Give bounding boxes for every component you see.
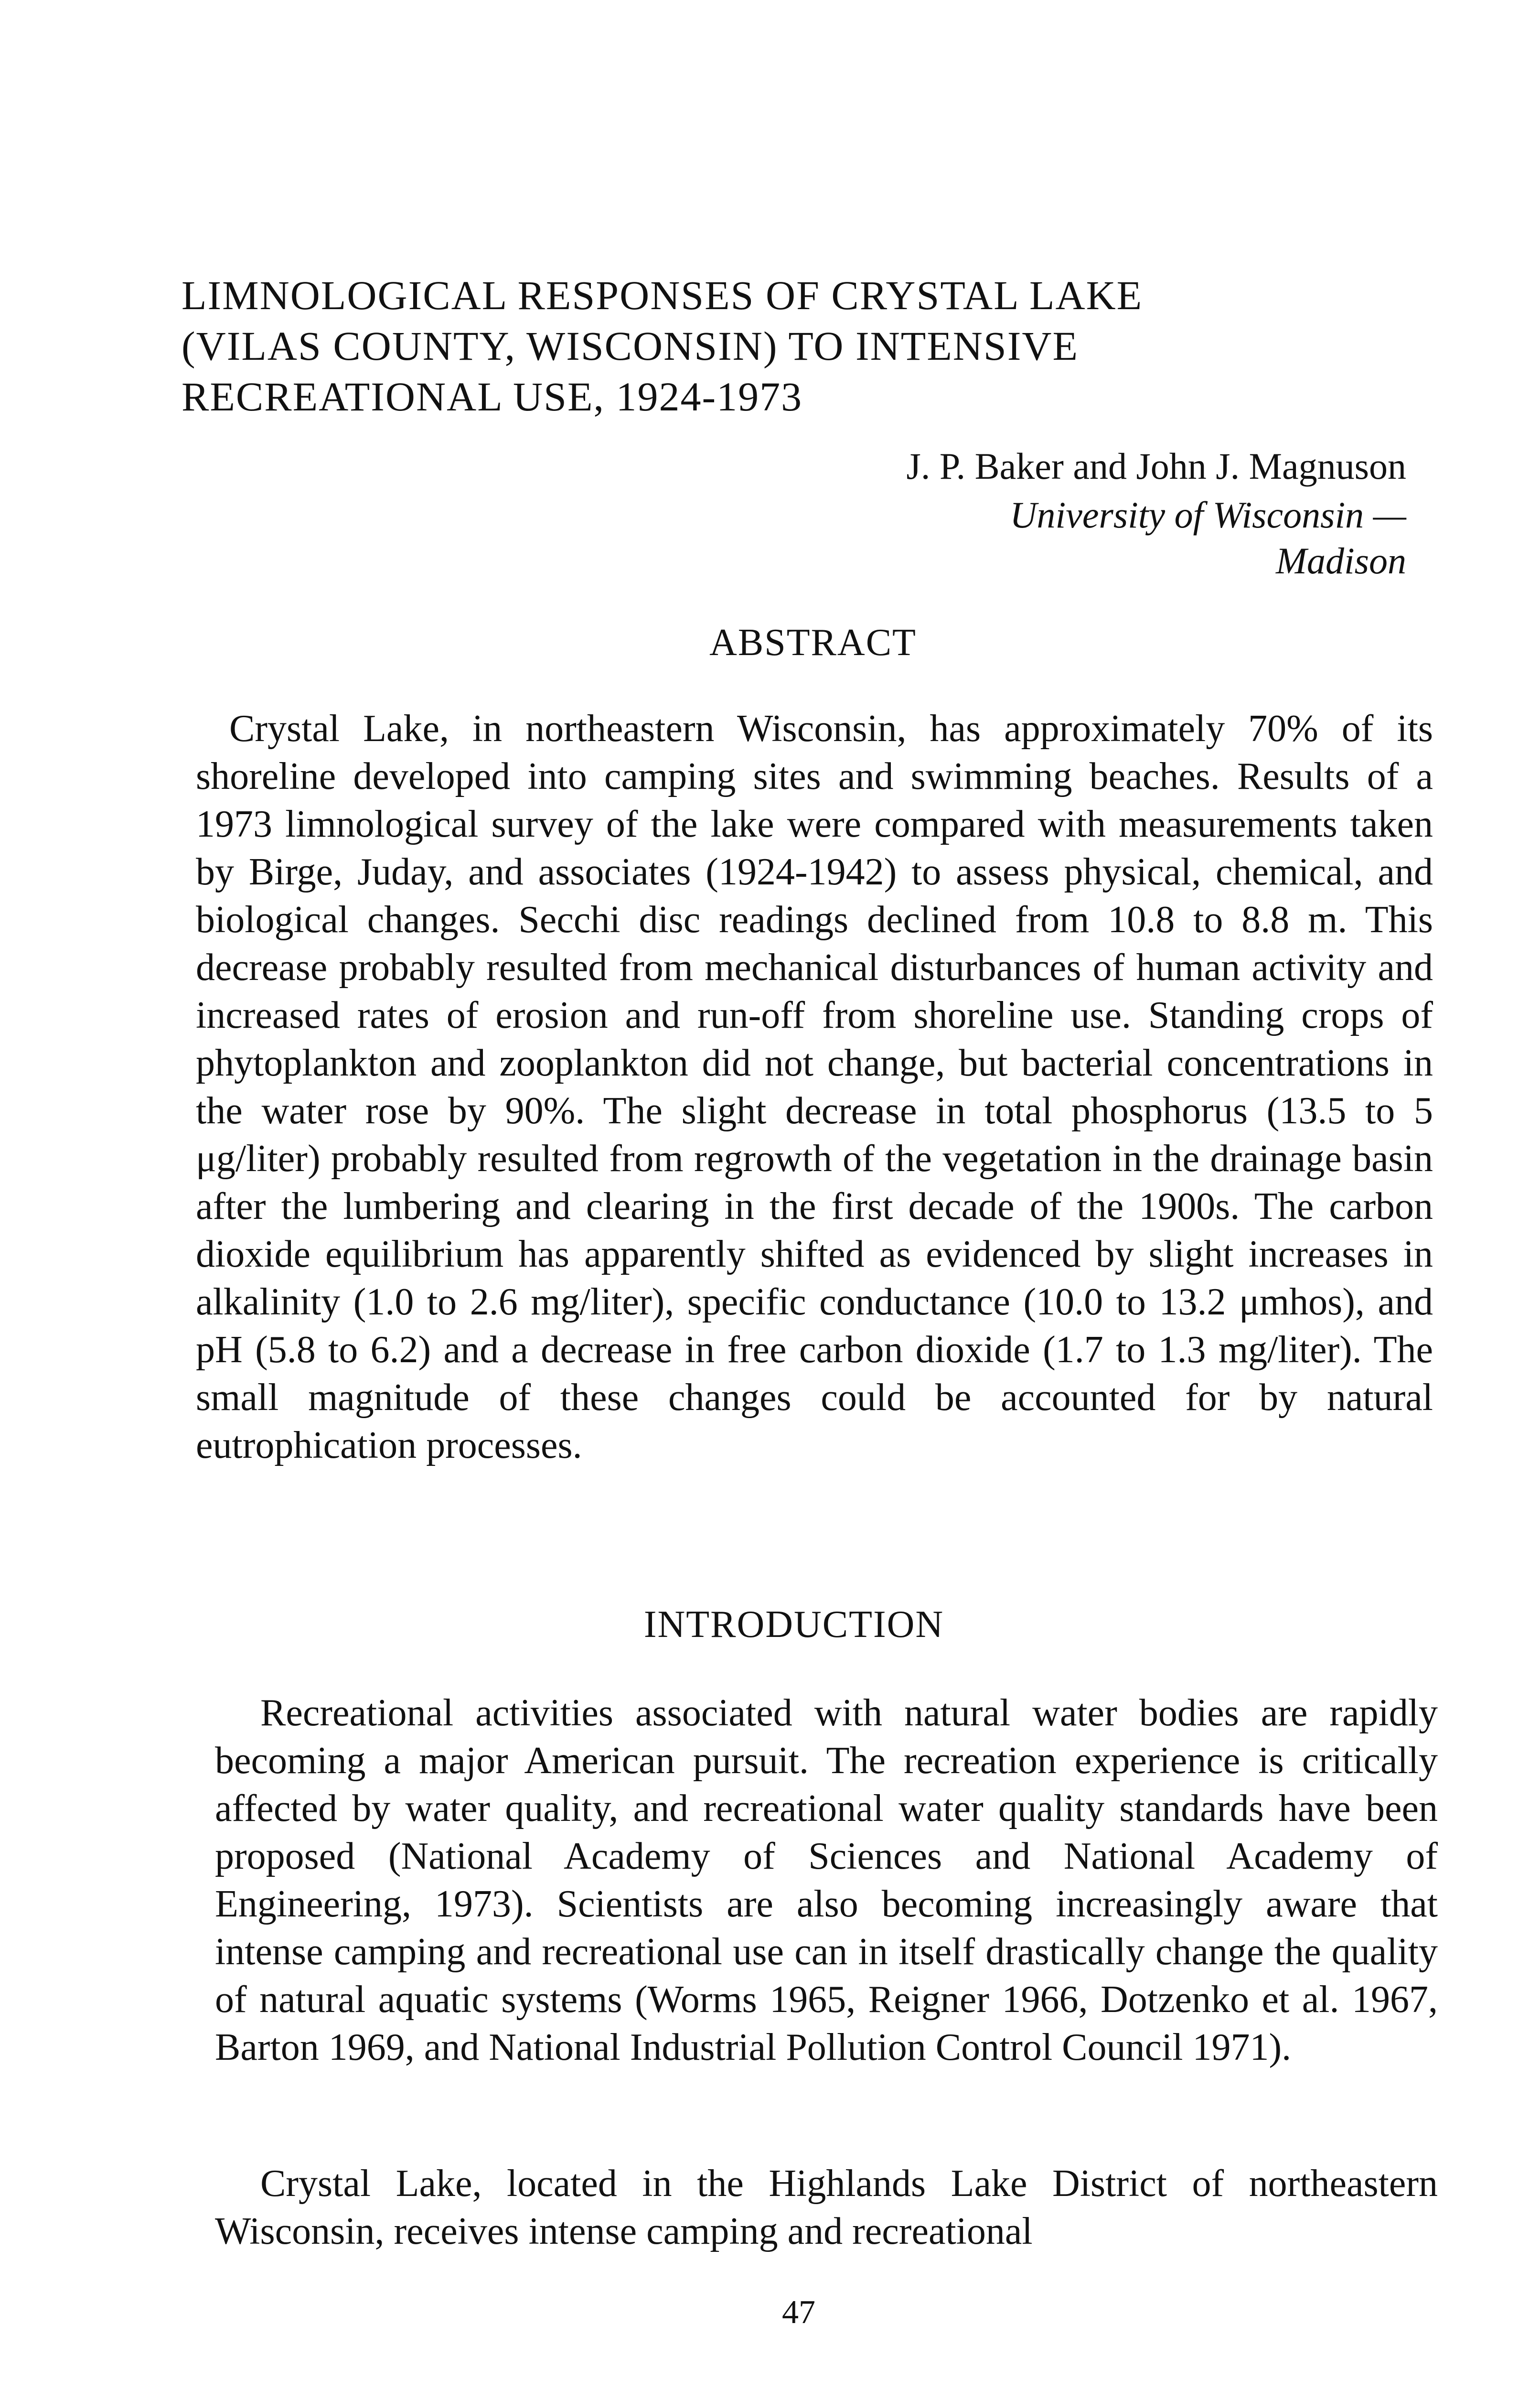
author-affiliation [1010, 492, 1406, 584]
abstract-paragraph: Crystal Lake, in northeastern Wisconsin, has approximately 70% of its shoreline developed into camping sites and swimming beaches. Results of a 1973 limnological survey of the lake were compared with measurements taken by Birge, Juday, and associates (1924-1942) to assess physical, chemical, and biological changes. Secchi disc readings declined from 10.8 to 8.8 m. This decrease probably resulted from mechanical disturbances of human activity and increased rates of erosion and run-off from shoreline use. Standing crops of phytoplankton and zooplankton did not change, but bacterial concentrations in the water rose by 90%. The slight decrease in total phosphorus (13.5 to 5 μg/liter) probably resulted from regrowth of the vegetation in the drainage basin after the lumbering and clearing in the first decade of the 1900s. The carbon dioxide equilibrium has apparently shifted as evidenced by slight increases in alkalinity (1.0 to 2.6 mg/liter), specific conductance (10.0 to 13.2 μmhos), and pH (5.8 to 6.2) and a decrease in free carbon dioxide (1.7 to 1.3 mg/liter). The small magnitude of these changes could be accounted for by natural eutrophication processes. [196, 708, 1433, 1466]
title-line: (VILAS COUNTY, WISCONSIN) TO INTENSIVE [182, 323, 1079, 369]
affiliation-line: Madison [1276, 540, 1406, 581]
introduction-paragraph-1: Recreational activities associated with natural water bodies are rapidly becoming a major American pursuit. The recreation experience is critically affected by water quality, and recreational water quality standards have been proposed (National Academy of Sciences and National Academy of Engineering, 1973). Scientists are also becoming increasingly aware that intense camping and recreational use can in itself drastically change the quality of natural aquatic systems (Worms 1965, Reigner 1966, Dotzenko et al. 1967, Barton 1969, and National Industrial Pollution Control Council 1971). [215, 1692, 1438, 2068]
introduction-paragraph-2: Crystal Lake, located in the Highlands Lake District of northeastern Wisconsin, receives intense camping and recreational [215, 2163, 1438, 2252]
affiliation-line: University of Wisconsin — [1010, 494, 1406, 536]
title-line: LIMNOLOGICAL RESPONSES OF CRYSTAL LAKE [182, 272, 1143, 318]
article-title [182, 270, 1328, 422]
author-names: J. P. Baker and John J. Magnuson [906, 445, 1406, 487]
abstract-heading: ABSTRACT [709, 622, 917, 664]
page-number: 47 [782, 2294, 815, 2331]
introduction-heading: INTRODUCTION [643, 1603, 944, 1646]
title-line: RECREATIONAL USE, 1924-1973 [182, 374, 803, 420]
